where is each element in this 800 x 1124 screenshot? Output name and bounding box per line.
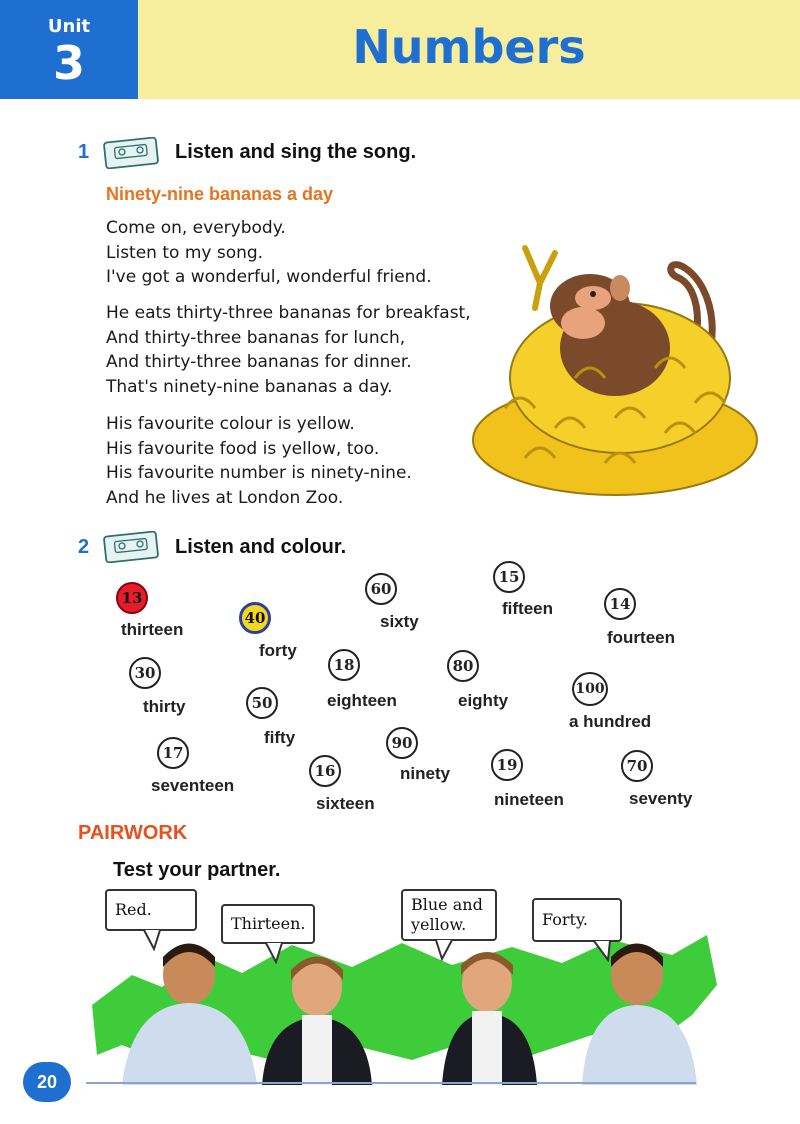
number-word-eighty: eighty bbox=[458, 691, 509, 710]
number-word-fifty: fifty bbox=[264, 728, 296, 747]
number-circle-17[interactable]: 17 bbox=[157, 737, 189, 769]
cassette-icon bbox=[103, 137, 161, 169]
unit-number: 3 bbox=[52, 36, 85, 90]
song-line: He eats thirty-three bananas for breakfast, bbox=[106, 303, 471, 323]
number-circle-16[interactable]: 16 bbox=[309, 755, 341, 787]
song-title: Ninety-nine bananas a day bbox=[106, 184, 334, 204]
speech-bubble-3 bbox=[401, 889, 497, 941]
bubble-tail bbox=[140, 929, 170, 951]
footer-rule bbox=[86, 1082, 696, 1084]
number-circle-60[interactable]: 60 bbox=[365, 573, 397, 605]
number-word-thirty: thirty bbox=[143, 697, 186, 716]
exercise-1-instruction: Listen and sing the song. bbox=[175, 141, 417, 163]
number-word-seventy: seventy bbox=[629, 789, 693, 808]
bubble-text: Thirteen. bbox=[231, 914, 306, 933]
bubble-tail bbox=[432, 939, 462, 961]
number-word-ninety: ninety bbox=[400, 764, 451, 783]
number-word-sixteen: sixteen bbox=[316, 794, 375, 813]
song-line: Listen to my song. bbox=[106, 242, 264, 263]
song-line: That's ninety-nine bananas a day. bbox=[106, 376, 393, 397]
number-word-forty: forty bbox=[259, 641, 297, 660]
number-circle-40[interactable]: 40 bbox=[239, 602, 271, 634]
bubble-text: Blue and bbox=[411, 895, 483, 914]
song-line: I've got a wonderful, wonderful friend. bbox=[106, 267, 432, 287]
number-word-thirteen: thirteen bbox=[121, 620, 184, 639]
number-circle-80[interactable]: 80 bbox=[447, 650, 479, 682]
number-circle-100[interactable]: 100 bbox=[572, 672, 608, 706]
song-line: And thirty-three bananas for lunch, bbox=[106, 327, 406, 348]
speech-bubble-1 bbox=[105, 889, 197, 931]
pairwork-illustration bbox=[92, 925, 722, 1085]
number-word-a-hundred: a hundred bbox=[569, 712, 652, 731]
title-banner bbox=[138, 0, 800, 99]
song-line: Come on, everybody. bbox=[106, 218, 286, 238]
unit-label: Unit bbox=[47, 16, 91, 37]
song-stanza-3 bbox=[106, 412, 412, 510]
song-line: And he lives at London Zoo. bbox=[106, 487, 344, 508]
bubble-tail bbox=[590, 940, 620, 962]
speech-bubble-2 bbox=[221, 904, 315, 944]
number-word-fifteen: fifteen bbox=[502, 599, 553, 618]
monkey-illustration bbox=[465, 228, 765, 500]
song-stanza-1 bbox=[106, 216, 432, 290]
number-circle-30[interactable]: 30 bbox=[129, 657, 161, 689]
number-circle-18[interactable]: 18 bbox=[328, 649, 360, 681]
pairwork-title: PAIRWORK bbox=[78, 822, 188, 844]
number-word-nineteen: nineteen bbox=[494, 790, 564, 809]
number-circle-13[interactable]: 13 bbox=[116, 582, 148, 614]
cassette-icon bbox=[103, 531, 161, 563]
number-circle-90[interactable]: 90 bbox=[386, 727, 418, 759]
number-word-fourteen: fourteen bbox=[607, 628, 675, 647]
song-line: His favourite colour is yellow. bbox=[106, 414, 355, 434]
song-line: His favourite food is yellow, too. bbox=[106, 438, 380, 459]
song-stanza-2 bbox=[106, 301, 471, 399]
number-circle-14[interactable]: 14 bbox=[604, 588, 636, 620]
page-title: Numbers bbox=[352, 20, 586, 74]
number-circle-70[interactable]: 70 bbox=[621, 750, 653, 782]
bubble-text: yellow. bbox=[411, 915, 467, 934]
number-circle-15[interactable]: 15 bbox=[493, 561, 525, 593]
speech-bubble-4 bbox=[532, 898, 622, 942]
exercise-2-instruction: Listen and colour. bbox=[175, 536, 347, 558]
exercise-1-number: 1 bbox=[78, 141, 90, 163]
song-line: His favourite number is ninety-nine. bbox=[106, 463, 412, 483]
bubble-text: Red. bbox=[115, 900, 152, 919]
number-word-seventeen: seventeen bbox=[151, 776, 235, 795]
bubble-text: Forty. bbox=[542, 910, 588, 929]
pairwork-subtitle: Test your partner. bbox=[113, 859, 281, 881]
song-line: And thirty-three bananas for dinner. bbox=[106, 352, 412, 372]
page-number: 20 bbox=[23, 1062, 71, 1102]
exercise-2-number: 2 bbox=[78, 536, 90, 558]
unit-badge bbox=[0, 0, 138, 99]
bubble-tail bbox=[262, 942, 292, 964]
number-circle-50[interactable]: 50 bbox=[246, 687, 278, 719]
number-word-eighteen: eighteen bbox=[327, 691, 397, 710]
number-circle-19[interactable]: 19 bbox=[491, 749, 523, 781]
number-word-sixty: sixty bbox=[380, 612, 419, 631]
